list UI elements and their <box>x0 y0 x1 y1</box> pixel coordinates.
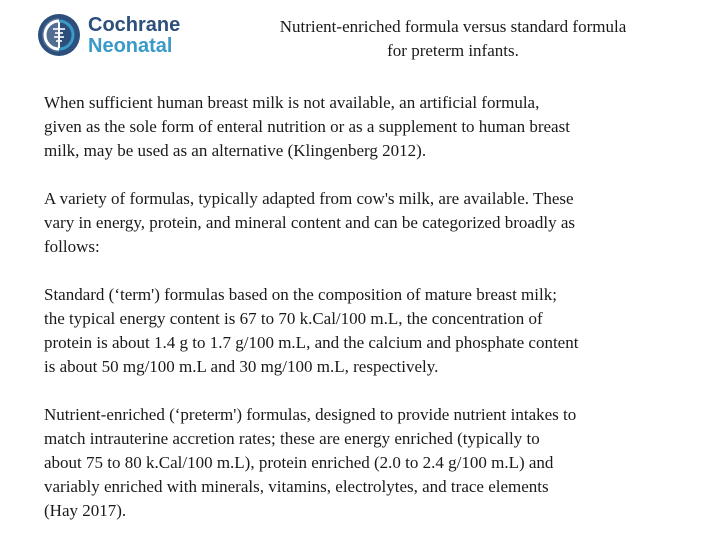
title-line: for preterm infants. <box>387 41 519 60</box>
paragraph-line: vary in energy, protein, and mineral content and can be categorized broadly as <box>44 213 576 232</box>
paragraph-formula-variety <box>44 187 684 259</box>
paragraph-line: Nutrient-enriched (‘preterm') formulas, designed to provide nutrient intakes to <box>44 405 577 424</box>
logo-wordmark <box>88 15 180 57</box>
paragraph-standard-formulas <box>44 283 684 379</box>
logo-line-neonatal: Neonatal <box>88 35 173 57</box>
paragraph-line: A variety of formulas, typically adapted from cow's milk, are available. These <box>44 189 574 208</box>
cochrane-neonatal-logo <box>36 12 186 60</box>
paragraph-line: milk, may be used as an alternative (Klingenberg 2012). <box>44 141 427 160</box>
paragraph-breast-milk-alternative <box>44 91 684 163</box>
logo-line-cochrane: Cochrane <box>88 14 181 36</box>
paragraph-line: is about 50 mg/100 m.L and 30 mg/100 m.L, respectively. <box>44 357 439 376</box>
paragraph-line: match intrauterine accretion rates; these are energy enriched (typically to <box>44 429 540 448</box>
paragraph-nutrient-enriched-formulas <box>44 403 684 523</box>
title-line: Nutrient-enriched formula versus standard formula <box>279 17 627 36</box>
paragraph-line: variably enriched with minerals, vitamins, electrolytes, and trace elements <box>44 477 549 496</box>
paragraph-line: protein is about 1.4 g to 1.7 g/100 m.L, and the calcium and phosphate content <box>44 333 579 352</box>
paragraph-line: the typical energy content is 67 to 70 k.Cal/100 m.L, the concentration of <box>44 309 543 328</box>
page-title <box>236 15 670 63</box>
paragraph-line: When sufficient human breast milk is not available, an artificial formula, <box>44 93 540 112</box>
paragraph-line: given as the sole form of enteral nutrition or as a supplement to human breast <box>44 117 570 136</box>
paragraph-line: follows: <box>44 237 100 256</box>
paragraph-line: (Hay 2017). <box>44 501 127 520</box>
paragraph-line: Standard (‘term') formulas based on the composition of mature breast milk; <box>44 285 557 304</box>
cochrane-logo-icon <box>36 12 82 58</box>
paragraph-line: about 75 to 80 k.Cal/100 m.L), protein enriched (2.0 to 2.4 g/100 m.L) and <box>44 453 554 472</box>
